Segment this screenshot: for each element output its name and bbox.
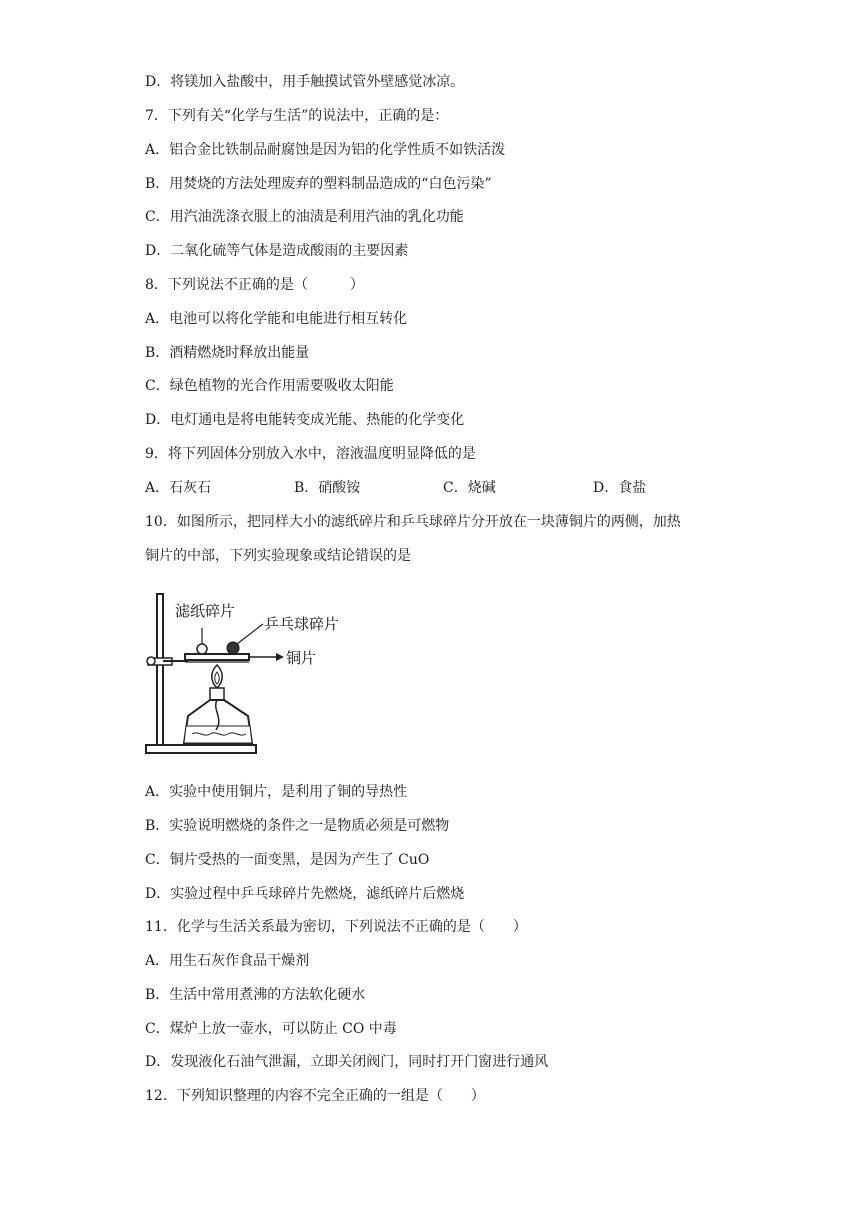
clamp-screw: [147, 657, 155, 665]
q7-option-c: C．用汽油洗涤衣服上的油渍是利用汽油的乳化功能: [145, 209, 464, 225]
label-filter-paper: 滤纸碎片: [175, 602, 236, 620]
q10-option-d: D．实验过程中乒乓球碎片先燃烧，滤纸碎片后燃烧: [145, 886, 465, 902]
experiment-figure: [140, 588, 380, 760]
q10-option-a: A．实验中使用铜片，是利用了铜的导热性: [145, 784, 408, 800]
q11-option-a: A．用生石灰作食品干燥剂: [145, 953, 310, 969]
lamp-wick-holder: [210, 688, 224, 700]
apparatus-diagram: [140, 588, 380, 760]
label-pingpong: 乒乓球碎片: [264, 615, 340, 633]
stand-base: [146, 745, 256, 753]
q10-option-c: C．铜片受热的一面变黑，是因为产生了 CuO: [145, 852, 430, 868]
copper-arrow: [276, 653, 284, 661]
filter-paper-piece: [197, 644, 207, 654]
q7-option-a: A．铝合金比铁制品耐腐蚀是因为铝的化学性质不如铁活泼: [145, 142, 506, 158]
inner-flame: [215, 672, 220, 684]
q11-option-d: D．发现液化石油气泄漏，立即关闭阀门，同时打开门窗进行通风: [145, 1054, 549, 1070]
q6-option-d: D．将镁加入盐酸中，用手触摸试管外壁感觉冰凉。: [145, 74, 465, 90]
copper-sheet: [185, 654, 249, 660]
q8-option-c: C．绿色植物的光合作用需要吸收太阳能: [145, 378, 394, 394]
q9-option-d: D．食盐: [593, 480, 647, 496]
q11-option-b: B．生活中常用煮沸的方法软化硬水: [145, 987, 366, 1003]
q8-option-a: A．电池可以将化学能和电能进行相互转化: [145, 311, 408, 327]
q12-stem: 12．下列知识整理的内容不完全正确的一组是（ ）: [145, 1088, 485, 1104]
q10-stem-line2: 铜片的中部，下列实验现象或结论错误的是: [145, 548, 411, 564]
q10-stem-line1: 10．如图所示，把同样大小的滤纸碎片和乒乓球碎片分开放在一块薄铜片的两侧，加热: [145, 514, 681, 530]
q9-option-b: B．硝酸铵: [294, 480, 361, 496]
q7-option-d: D．二氧化硫等气体是造成酸雨的主要因素: [145, 243, 409, 259]
q9-stem: 9．将下列固体分别放入水中，溶液温度明显降低的是: [145, 446, 476, 462]
q10-option-b: B．实验说明燃烧的条件之一是物质必须是可燃物: [145, 818, 450, 834]
q11-stem: 11．化学与生活关系最为密切，下列说法不正确的是（ ）: [145, 919, 527, 935]
q9-option-c: C．烧碱: [443, 480, 496, 496]
q8-option-d: D．电灯通电是将电能转变成光能、热能的化学变化: [145, 412, 465, 428]
label-copper: 铜片: [286, 649, 317, 667]
q9-option-a: A．石灰石: [145, 480, 212, 496]
q7-option-b: B．用焚烧的方法处理废弃的塑料制品造成的“白色污染”: [145, 176, 492, 192]
q7-stem: 7．下列有关“化学与生活”的说法中，正确的是：: [145, 108, 449, 124]
q8-option-b: B．酒精燃烧时释放出能量: [145, 345, 310, 361]
q8-stem: 8．下列说法不正确的是（ ）: [145, 277, 364, 293]
pingpong-leader: [237, 624, 263, 644]
q11-option-c: C．煤炉上放一壶水，可以防止 CO 中毒: [145, 1021, 397, 1037]
stand-rod: [157, 594, 163, 745]
